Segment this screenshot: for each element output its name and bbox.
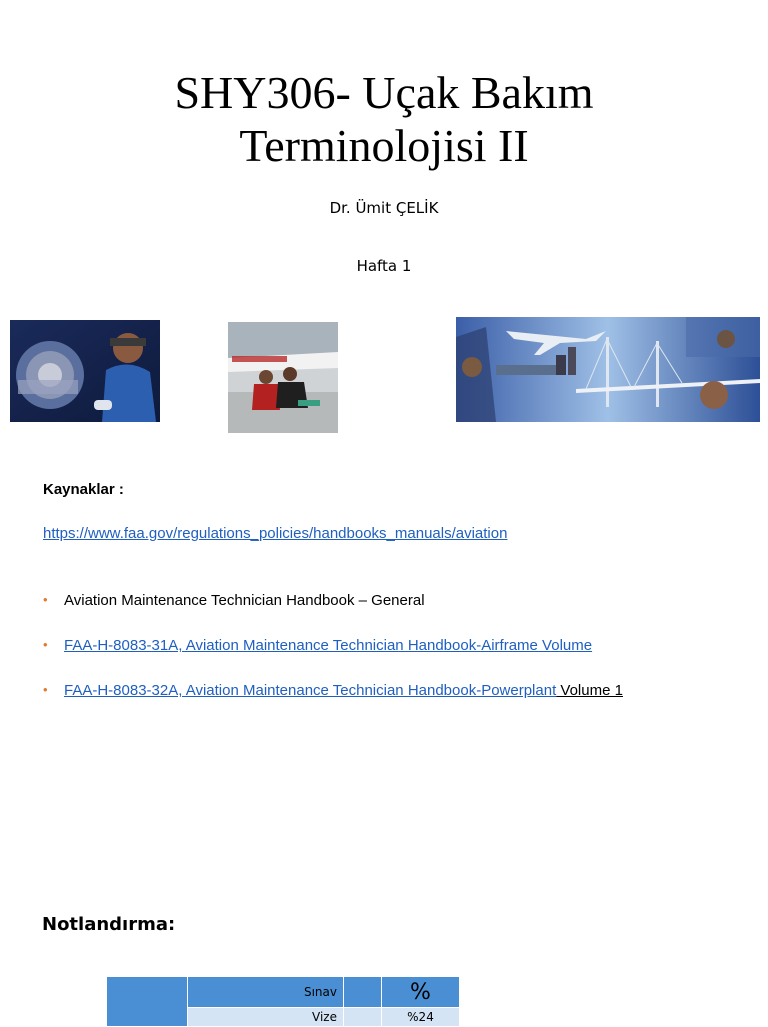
aircraft-hangar-photo bbox=[228, 322, 338, 433]
grading-heading: Notlandırma: bbox=[42, 914, 176, 935]
list-item bbox=[43, 637, 623, 682]
bullet-icon: • bbox=[43, 682, 48, 697]
volume-suffix: Volume 1 bbox=[556, 682, 623, 699]
table-header-row bbox=[107, 977, 460, 1008]
bullet-icon: • bbox=[43, 592, 48, 607]
grading-table bbox=[106, 976, 460, 1027]
title-line-1: SHY306- Uçak Bakım bbox=[174, 67, 594, 118]
list-item bbox=[43, 682, 623, 727]
bullet-icon: • bbox=[43, 637, 48, 652]
row-exam: Vize bbox=[188, 1008, 344, 1027]
week-label: Hafta 1 bbox=[356, 257, 412, 275]
engine-technician-photo bbox=[10, 320, 160, 422]
list-item bbox=[43, 592, 623, 637]
reference-text: Aviation Maintenance Technician Handbook – General bbox=[64, 592, 425, 609]
header-exam: Sınav bbox=[188, 977, 344, 1008]
reference-list bbox=[43, 592, 623, 727]
page-title bbox=[0, 66, 768, 172]
header-percent: % bbox=[382, 977, 460, 1008]
row-percent: %24 bbox=[382, 1008, 460, 1027]
author-name: Dr. Ümit ÇELİK bbox=[329, 199, 439, 217]
sources-heading: Kaynaklar : bbox=[43, 481, 124, 498]
title-line-2: Terminolojisi II bbox=[239, 120, 529, 171]
powerplant-handbook-link[interactable]: FAA-H-8083-32A, Aviation Maintenance Technician Handbook-Powerplant bbox=[64, 682, 557, 699]
airframe-handbook-link[interactable]: FAA-H-8083-31A, Aviation Maintenance Technician Handbook-Airframe Volume bbox=[64, 637, 593, 654]
faa-handbooks-link[interactable]: https://www.faa.gov/regulations_policies/handbooks_manuals/aviation bbox=[43, 525, 508, 542]
table-side-cell bbox=[107, 977, 188, 1027]
header-blank bbox=[344, 977, 382, 1008]
aviation-engineering-collage bbox=[456, 317, 760, 422]
